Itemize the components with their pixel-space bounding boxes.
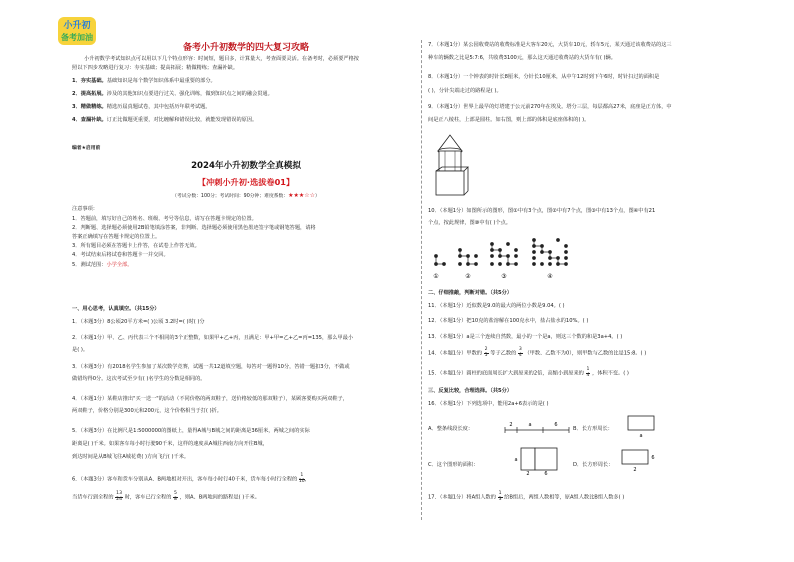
note-2: 2．判断题、选择题必须使用2B铅笔填涂答案，非判断、选择题必须使用黑色墨迹签字笔或钢笔答题，请将	[72, 225, 316, 231]
question-9b: 间是正八棱柱，上部是圆柱。如右图，则上部的体积是底座体积的( )。	[428, 117, 590, 123]
guide-tip-2: 2．提高拓展。涉及的其他知识点要进行过关、强化训练，做到知识点之间的融会贯通。	[72, 91, 273, 97]
note-2b: 答案正确填写在答题卡规定的位置上。	[72, 234, 161, 240]
exam-title: 2024年小升初数学全真模拟	[191, 161, 301, 171]
svg-text:a: a	[639, 433, 643, 439]
option-d-label: D．长方形周长：	[573, 462, 614, 468]
question-15: 15．（本题1分）圆柱的底面周长扩大到原来的2倍，高缩小到原来的 $\frac{1}{4}$ ，体积不变。( )	[428, 367, 629, 378]
question-3a: 3．（本题3分）有2018名学生参加了某次数学竞赛，试题一共12道填空题，每答对一题得10分，答错一题扣3分，不做或	[72, 364, 350, 370]
question-8b: ( )，分针尖端走过的路程是( )。	[428, 88, 502, 94]
question-7b: 种车的辆数之比是5:7:6，共收费3100元，那么这天通过收费站的大货车有( )辆。	[428, 55, 616, 61]
fraction-one-tenth: $\frac{1}{10}$	[298, 473, 305, 484]
svg-text:小升初: 小升初	[63, 21, 91, 31]
svg-text:2: 2	[526, 471, 530, 476]
fig-label-2: ②	[465, 273, 471, 280]
svg-text:2: 2	[509, 422, 513, 428]
option-a-label: A．整条线段长度：	[428, 426, 474, 432]
question-4a: 4．（本题1分）某鞋店推出"买一送一"的活动（不同价格的两双鞋子，送价格较低的那双鞋子），某顾客要购买两双鞋子，	[72, 396, 348, 402]
guide-tip-3: 3．精做精练。精选历届真题试卷，其中包括历年联考试题。	[72, 104, 211, 110]
svg-text:a: a	[528, 422, 532, 428]
question-14: 14．（本题1分）甲数的 $\frac{2}{5}$ 等于乙数的 $\frac{3}{4}$ （甲数、乙数不为0），则甲数与乙数的比是15:8。( )	[428, 347, 647, 358]
question-10a: 10．（本题1分）如图所示的图形，图①中有3个点，图②中有7个点，图③中有13个点，图④中有21	[428, 208, 656, 214]
question-12: 12．（本题1分）把10克的盐溶解在100克水中，盐占盐水的10%。( )	[428, 318, 589, 324]
question-6a: 6．（本题3分）客车和货车分别从A、B两地相对开出，客车每小时行40千米，货车每小时行全程的 $\frac{1}{10}$ ，	[72, 473, 310, 484]
option-c-label: C．这个图形的面积：	[428, 462, 479, 468]
note-5: 5．测试范围：小学全部。	[72, 262, 133, 268]
option-b-rectangle	[622, 412, 662, 440]
dot-pattern-figures	[430, 232, 600, 282]
question-8a: 8．（本题1分）一个钟表的时针长8厘米，分针长10厘米，从中午12时到下午6时，时针扫过的面积是	[428, 74, 660, 80]
brand-logo	[54, 14, 100, 48]
question-3b: 做错均得0分。这次考试至少有( )名学生的分数是相同的。	[72, 376, 206, 382]
section-2-heading: 二、仔细推敲，判断对错。（共5分）	[428, 290, 513, 296]
fraction-2-5: $\frac{2}{5}$	[484, 347, 488, 358]
svg-text:a: a	[514, 457, 518, 463]
question-16: 16．（本题1分）下列选项中，能用2a+6表示的是( )	[428, 401, 549, 407]
svg-text:6: 6	[544, 471, 548, 476]
svg-text:6: 6	[651, 455, 655, 461]
option-b-label: B．长方形周长：	[573, 426, 613, 432]
test-range: 小学全部。	[106, 262, 133, 268]
section-1-heading: 一、用心思考，认真填空。（共15分）	[72, 306, 160, 312]
guide-tip-1: 1．夯实基础。基础知识是每个数学知识体系中最重要的部分。	[72, 78, 216, 84]
svg-text:备考加油: 备考加油	[61, 33, 93, 42]
fraction-1-3: $\frac{1}{3}$	[498, 491, 502, 502]
question-13: 13．（本题1分）a是三个连续自然数，最小的一个是a，则这三个数的和是3a+4。( )	[428, 334, 623, 340]
fraction-5-8: $\frac{5}{8}$	[174, 491, 177, 502]
left-column	[72, 0, 420, 562]
section-3-heading: 三、反复比较，合理选择。（共5分）	[428, 388, 513, 394]
question-5c: 到达时间是从B城飞往A城花费( )方向飞行( )千米。	[72, 454, 190, 460]
exam-subtitle: 【冲刺小升初·选拔卷01】	[197, 177, 295, 187]
question-17: 17．（本题1分）将A组人数的 $\frac{1}{3}$ 给B组后，两组人数相等，原A组人数比B组人数多( )	[428, 491, 625, 502]
question-11: 11．（本题1分）近似数是9.0的最大的两位小数是9.04。( )	[428, 303, 565, 309]
note-3: 3．所有题目必须在答题卡上作答，在试卷上作答无效。	[72, 243, 200, 249]
svg-text:6: 6	[554, 422, 558, 428]
question-10b: 个点，按此规律，图⑩中有( )个点。	[428, 220, 511, 226]
guide-intro-1: 小升初数学考试知识点可以用以下几个特点形容：时间短，题目多，计算量大，考查面要灵活。在备考时，必须要严格按	[84, 56, 359, 62]
question-9a: 9．（本题1分）世界上最早的灯塔建于公元前270年在埃及。塔分三层，每层都高27米，底座是正方体，中	[428, 104, 672, 110]
note-1: 1．答题前，填写好自己的姓名、班级、考号等信息，请写在答题卡规定的位置。	[72, 216, 257, 222]
option-c-figure	[503, 446, 563, 476]
guide-intro-2: 照以下四步攻略进行复习：夯实基础；提高拓展；精做精练；查漏补缺。	[72, 65, 239, 71]
fig-label-1: ①	[433, 273, 439, 280]
confidential-mark: 编者★启用前	[72, 146, 101, 151]
option-d-rectangle	[618, 446, 658, 474]
svg-text:2: 2	[633, 467, 637, 473]
notes-title: 注意事项：	[72, 206, 98, 212]
guide-title: 备考小升初数学的四大复习攻略	[182, 43, 309, 53]
lighthouse-figure	[430, 133, 470, 201]
exam-meta: （考试分数：100分；考试时间：90分钟；难度系数：★★★☆☆）	[172, 192, 320, 199]
column-divider	[421, 40, 422, 520]
difficulty-stars: ★★★☆☆	[288, 192, 316, 199]
fraction-3-4: $\frac{3}{4}$	[518, 347, 522, 358]
fig-label-4: ④	[547, 273, 553, 280]
fig-label-3: ③	[501, 273, 507, 280]
question-6b: 当货车行到全程的 $\frac{13}{24}$ 时，客车已行全程的 $\frac{5}{8}$ ，则A、B两地间的路程是( )千米。	[72, 491, 260, 502]
question-4b: 两双鞋子，价格分别是300元和200元，这个价格相当于打( )折。	[72, 408, 222, 414]
question-5a: 5．（本题3分）在比例尺是1:5000000的图纸上，量得A城与B城之间的距离是36厘米，两城之间的实际	[72, 428, 310, 434]
note-4: 4．考试结束后将试卷和答题卡一并交回。	[72, 252, 169, 258]
question-5b: 距离是( )千米。如果客车每小时行驶90千米，这样的速度从A城往西南方向开往B城，	[72, 441, 268, 447]
fraction-1-4: $\frac{1}{4}$	[586, 367, 590, 378]
question-2b: 是( )。	[72, 347, 89, 353]
question-7a: 7．（本题1分）某公园收费站的收费标准是大客车20元，大货车10元，轿车5元，某天通过该收费站的这三	[428, 42, 672, 48]
question-2a: 2．（本题1分）甲、乙、丙代表三个不相同的3个正整数，如果甲+乙+丙，且满足：甲+甲=乙+乙=丙=135，那么甲最小	[72, 335, 354, 341]
option-a-segment	[503, 418, 573, 438]
guide-tip-4: 4．查漏补缺。订正比做题更重要，对比缠解和错误比较，就能发现错误的原因。	[72, 117, 258, 123]
fraction-13-24: $\frac{13}{24}$	[116, 491, 123, 502]
question-1: 1．（本题3分）8公顷20平方米=( )公顷 3.2时=( )时( )分	[72, 319, 205, 325]
